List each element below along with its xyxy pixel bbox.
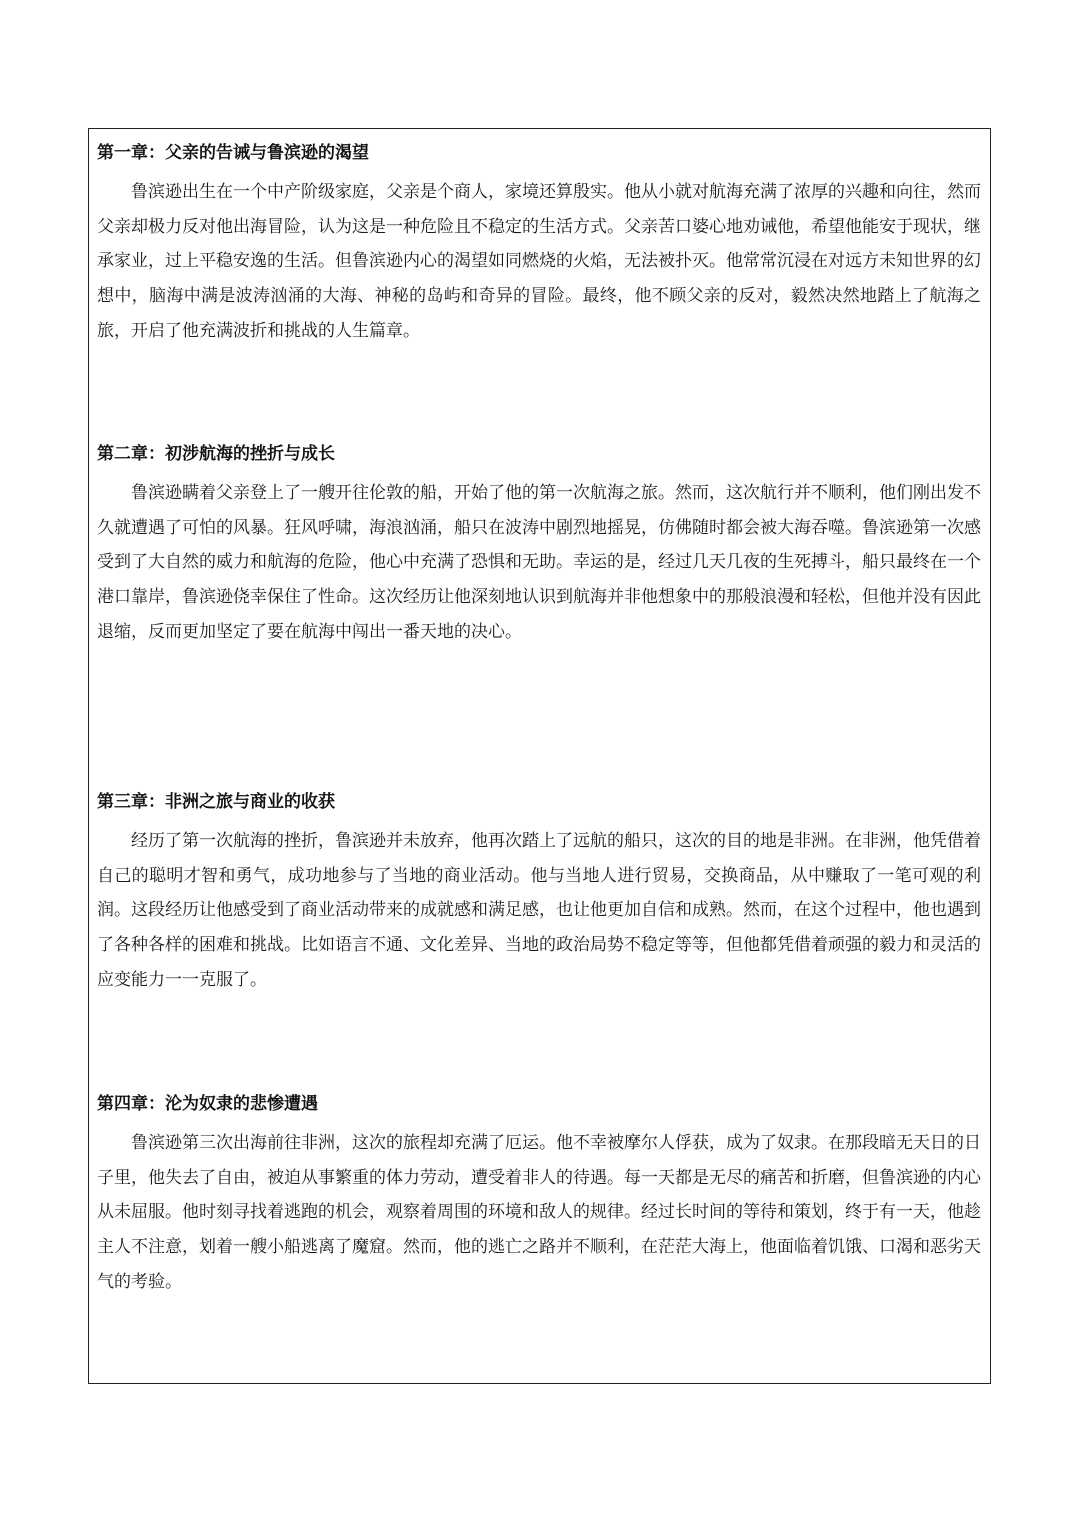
chapter-title: 第四章：沦为奴隶的悲惨遭遇 (97, 1094, 318, 1114)
chapter-body: 经历了第一次航海的挫折，鲁滨逊并未放弃，他再次踏上了远航的船只，这次的目的地是非洲。在非洲，他凭借着自己的聪明才智和勇气，成功地参与了当地的商业活动。他与当地人进行贸易，交换商品，从中赚取了一笔可观的利润。这段经历让他感受到了商业活动带来的成就感和满足感，也让他更加自信和成熟。然而，在这个过程中，他也遇到了各种各样的困难和挑战。比如语言不通、文化差异、当地的政治局势不稳定等等，但他都凭借着顽强的毅力和灵活的应变能力一一克服了。 (97, 831, 981, 990)
chapter-body: 鲁滨逊第三次出海前往非洲，这次的旅程却充满了厄运。他不幸被摩尔人俘获，成为了奴隶。在那段暗无天日的日子里，他失去了自由，被迫从事繁重的体力劳动，遭受着非人的待遇。每一天都是无尽的痛苦和折磨，但鲁滨逊的内心从未屈服。他时刻寻找着逃跑的机会，观察着周围的环境和敌人的规律。经过长时间的等待和策划，终于有一天，他趁主人不注意，划着一艘小船逃离了魔窟。然而，他的逃亡之路并不顺利，在茫茫大海上，他面临着饥饿、口渴和恶劣天气的考验。 (97, 1133, 981, 1292)
chapter-body: 鲁滨逊瞒着父亲登上了一艘开往伦敦的船，开始了他的第一次航海之旅。然而，这次航行并不顺利，他们刚出发不久就遭遇了可怕的风暴。狂风呼啸，海浪汹涌，船只在波涛中剧烈地摇晃，仿佛随时都会被大海吞噬。鲁滨逊第一次感受到了大自然的威力和航海的危险，他心中充满了恐惧和无助。幸运的是，经过几天几夜的生死搏斗，船只最终在一个港口靠岸，鲁滨逊侥幸保住了性命。这次经历让他深刻地认识到航海并非他想象中的那般浪漫和轻松，但他并没有因此退缩，反而更加坚定了要在航海中闯出一番天地的决心。 (97, 483, 981, 642)
chapter-2 (97, 443, 981, 650)
chapter-3 (97, 791, 981, 998)
chapter-body: 鲁滨逊出生在一个中产阶级家庭，父亲是个商人，家境还算殷实。他从小就对航海充满了浓厚的兴趣和向往，然而父亲却极力反对他出海冒险，认为这是一种危险且不稳定的生活方式。父亲苦口婆心地劝诫他，希望他能安于现状，继承家业，过上平稳安逸的生活。但鲁滨逊内心的渴望如同燃烧的火焰，无法被扑灭。他常常沉浸在对远方未知世界的幻想中，脑海中满是波涛汹涌的大海、神秘的岛屿和奇异的冒险。最终，他不顾父亲的反对，毅然决然地踏上了航海之旅，开启了他充满波折和挑战的人生篇章。 (97, 182, 981, 341)
chapter-title: 第三章：非洲之旅与商业的收获 (97, 792, 335, 812)
chapter-title: 第二章：初涉航海的挫折与成长 (97, 444, 335, 464)
chapter-4 (97, 1093, 981, 1300)
chapter-title: 第一章：父亲的告诫与鲁滨逊的渴望 (97, 143, 369, 163)
chapter-outline-box (88, 128, 991, 1384)
chapter-1 (97, 142, 981, 349)
